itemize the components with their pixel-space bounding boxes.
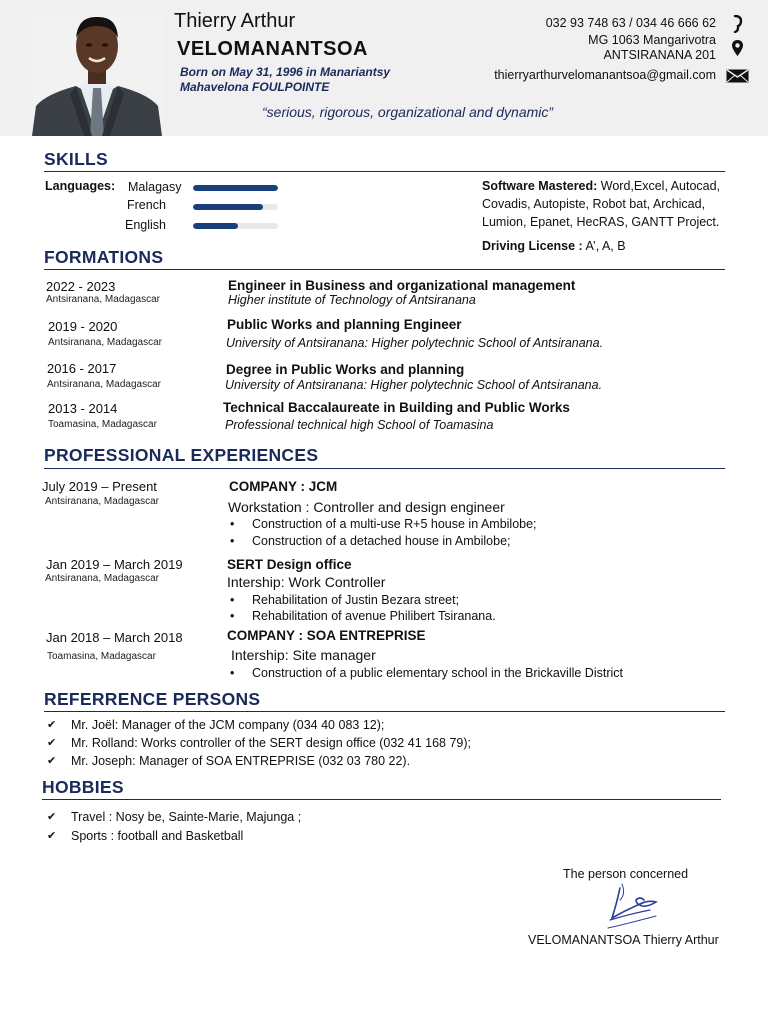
formation-place: Antsiranana, Madagascar	[48, 337, 162, 348]
formations-section-heading: FORMATIONS	[44, 247, 725, 270]
formation-place: Antsiranana, Madagascar	[47, 379, 161, 390]
location-pin-icon	[731, 39, 744, 62]
experience-role: Workstation : Controller and design engineer	[228, 499, 505, 515]
experience-role: Intership: Work Controller	[227, 574, 386, 590]
hobby-item: ✔ Sports : football and Basketball	[71, 829, 243, 843]
experience-role: Intership: Site manager	[231, 647, 376, 663]
formation-title: Technical Baccalaureate in Building and Public Works	[223, 400, 570, 415]
formation-place: Toamasina, Madagascar	[48, 419, 157, 430]
formation-school: University of Antsiranana: Higher polytechnic School of Antsiranana.	[226, 336, 604, 350]
formation-title: Engineer in Business and organizational management	[228, 278, 576, 293]
experience-company: COMPANY : JCM	[229, 479, 338, 494]
profile-photo	[32, 14, 162, 136]
reference-item: ✔ Mr. Rolland: Works controller of the SERT design office (032 41 168 79);	[71, 736, 471, 750]
signature-name: VELOMANANTSOA Thierry Arthur	[528, 933, 719, 947]
formation-date: 2016 - 2017	[47, 361, 117, 376]
driving-license: Driving License : A’, A, B	[482, 239, 626, 253]
language-level-bar-malagasy	[193, 185, 278, 191]
experience-date: Jan 2019 – March 2019	[46, 557, 183, 572]
software-list-line-3: Lumion, Epanet, HecRAS, GANTT Project.	[482, 215, 720, 229]
skills-section-heading: SKILLS	[44, 149, 725, 172]
email-address: thierryarthurvelomanantsoa@gmail.com	[494, 68, 716, 82]
last-name: VELOMANANTSOA	[177, 38, 368, 60]
first-name: Thierry Arthur	[174, 10, 296, 32]
formation-title: Degree in Public Works and planning	[226, 362, 465, 377]
experience-date: Jan 2018 – March 2018	[46, 630, 183, 645]
phone-numbers: 032 93 748 63 / 034 46 666 62	[545, 16, 716, 30]
formation-school: Professional technical high School of Toamasina	[225, 418, 494, 432]
language-name: French	[127, 198, 166, 212]
personal-motto: “serious, rigorous, organizational and dynamic”	[262, 104, 554, 120]
language-level-bar-french	[193, 204, 278, 210]
reference-item: ✔ Mr. Joseph: Manager of SOA ENTREPRISE (032 03 780 22).	[71, 754, 410, 768]
address-line-1: MG 1063 Mangarivotra	[588, 33, 716, 47]
formation-date: 2022 - 2023	[46, 279, 116, 294]
formation-place: Antsiranana, Madagascar	[46, 294, 160, 305]
experience-date: July 2019 – Present	[42, 479, 157, 494]
experience-place: Toamasina, Madagascar	[47, 651, 156, 662]
formation-school: Higher institute of Technology of Antsiranana	[228, 293, 476, 307]
language-name: Malagasy	[128, 180, 182, 194]
references-section-heading: REFERRENCE PERSONS	[44, 689, 725, 712]
experience-task: • Construction of a detached house in Ambilobe;	[252, 534, 511, 548]
experience-company: COMPANY : SOA ENTREPRISE	[227, 628, 426, 643]
experience-company: SERT Design office	[227, 557, 352, 572]
formation-school: University of Antsiranana: Higher polytechnic School of Antsiranana.	[225, 378, 603, 392]
signature-label: The person concerned	[563, 867, 689, 881]
language-level-bar-english	[193, 223, 278, 229]
experience-task: • Rehabilitation of avenue Philibert Tsiranana.	[252, 609, 496, 623]
formation-date: 2013 - 2014	[48, 401, 118, 416]
experience-task: • Rehabilitation of Justin Bezara street;	[252, 593, 459, 607]
experience-task: • Construction of a multi-use R+5 house in Ambilobe;	[252, 517, 537, 531]
birth-info-line-2: Mahavelona FOULPOINTE	[180, 80, 330, 94]
software-list-line-2: Covadis, Autopiste, Robot bat, Archicad,	[482, 197, 706, 211]
formation-title: Public Works and planning Engineer	[227, 317, 462, 332]
birth-info-line-1: Born on May 31, 1996 in Manariantsy	[180, 65, 391, 79]
address-line-2: ANTSIRANANA 201	[603, 48, 716, 62]
reference-item: ✔ Mr. Joël: Manager of the JCM company (034 40 083 12);	[71, 718, 384, 732]
language-name: English	[125, 218, 166, 232]
hobby-item: ✔ Travel : Nosy be, Sainte-Marie, Majunga ;	[71, 810, 301, 824]
hobbies-section-heading: HOBBIES	[42, 777, 721, 800]
formation-date: 2019 - 2020	[48, 319, 118, 334]
handwritten-signature	[606, 880, 662, 937]
phone-icon	[732, 15, 744, 38]
experience-place: Antsiranana, Madagascar	[45, 496, 159, 507]
experience-task: • Construction of a public elementary school in the Brickaville District	[252, 666, 623, 680]
languages-label: Languages:	[45, 179, 116, 193]
envelope-icon	[726, 69, 749, 88]
software-mastered: Software Mastered: Word,Excel, Autocad,	[482, 179, 721, 193]
experience-place: Antsiranana, Madagascar	[45, 573, 159, 584]
experiences-section-heading: PROFESSIONAL EXPERIENCES	[44, 445, 725, 469]
